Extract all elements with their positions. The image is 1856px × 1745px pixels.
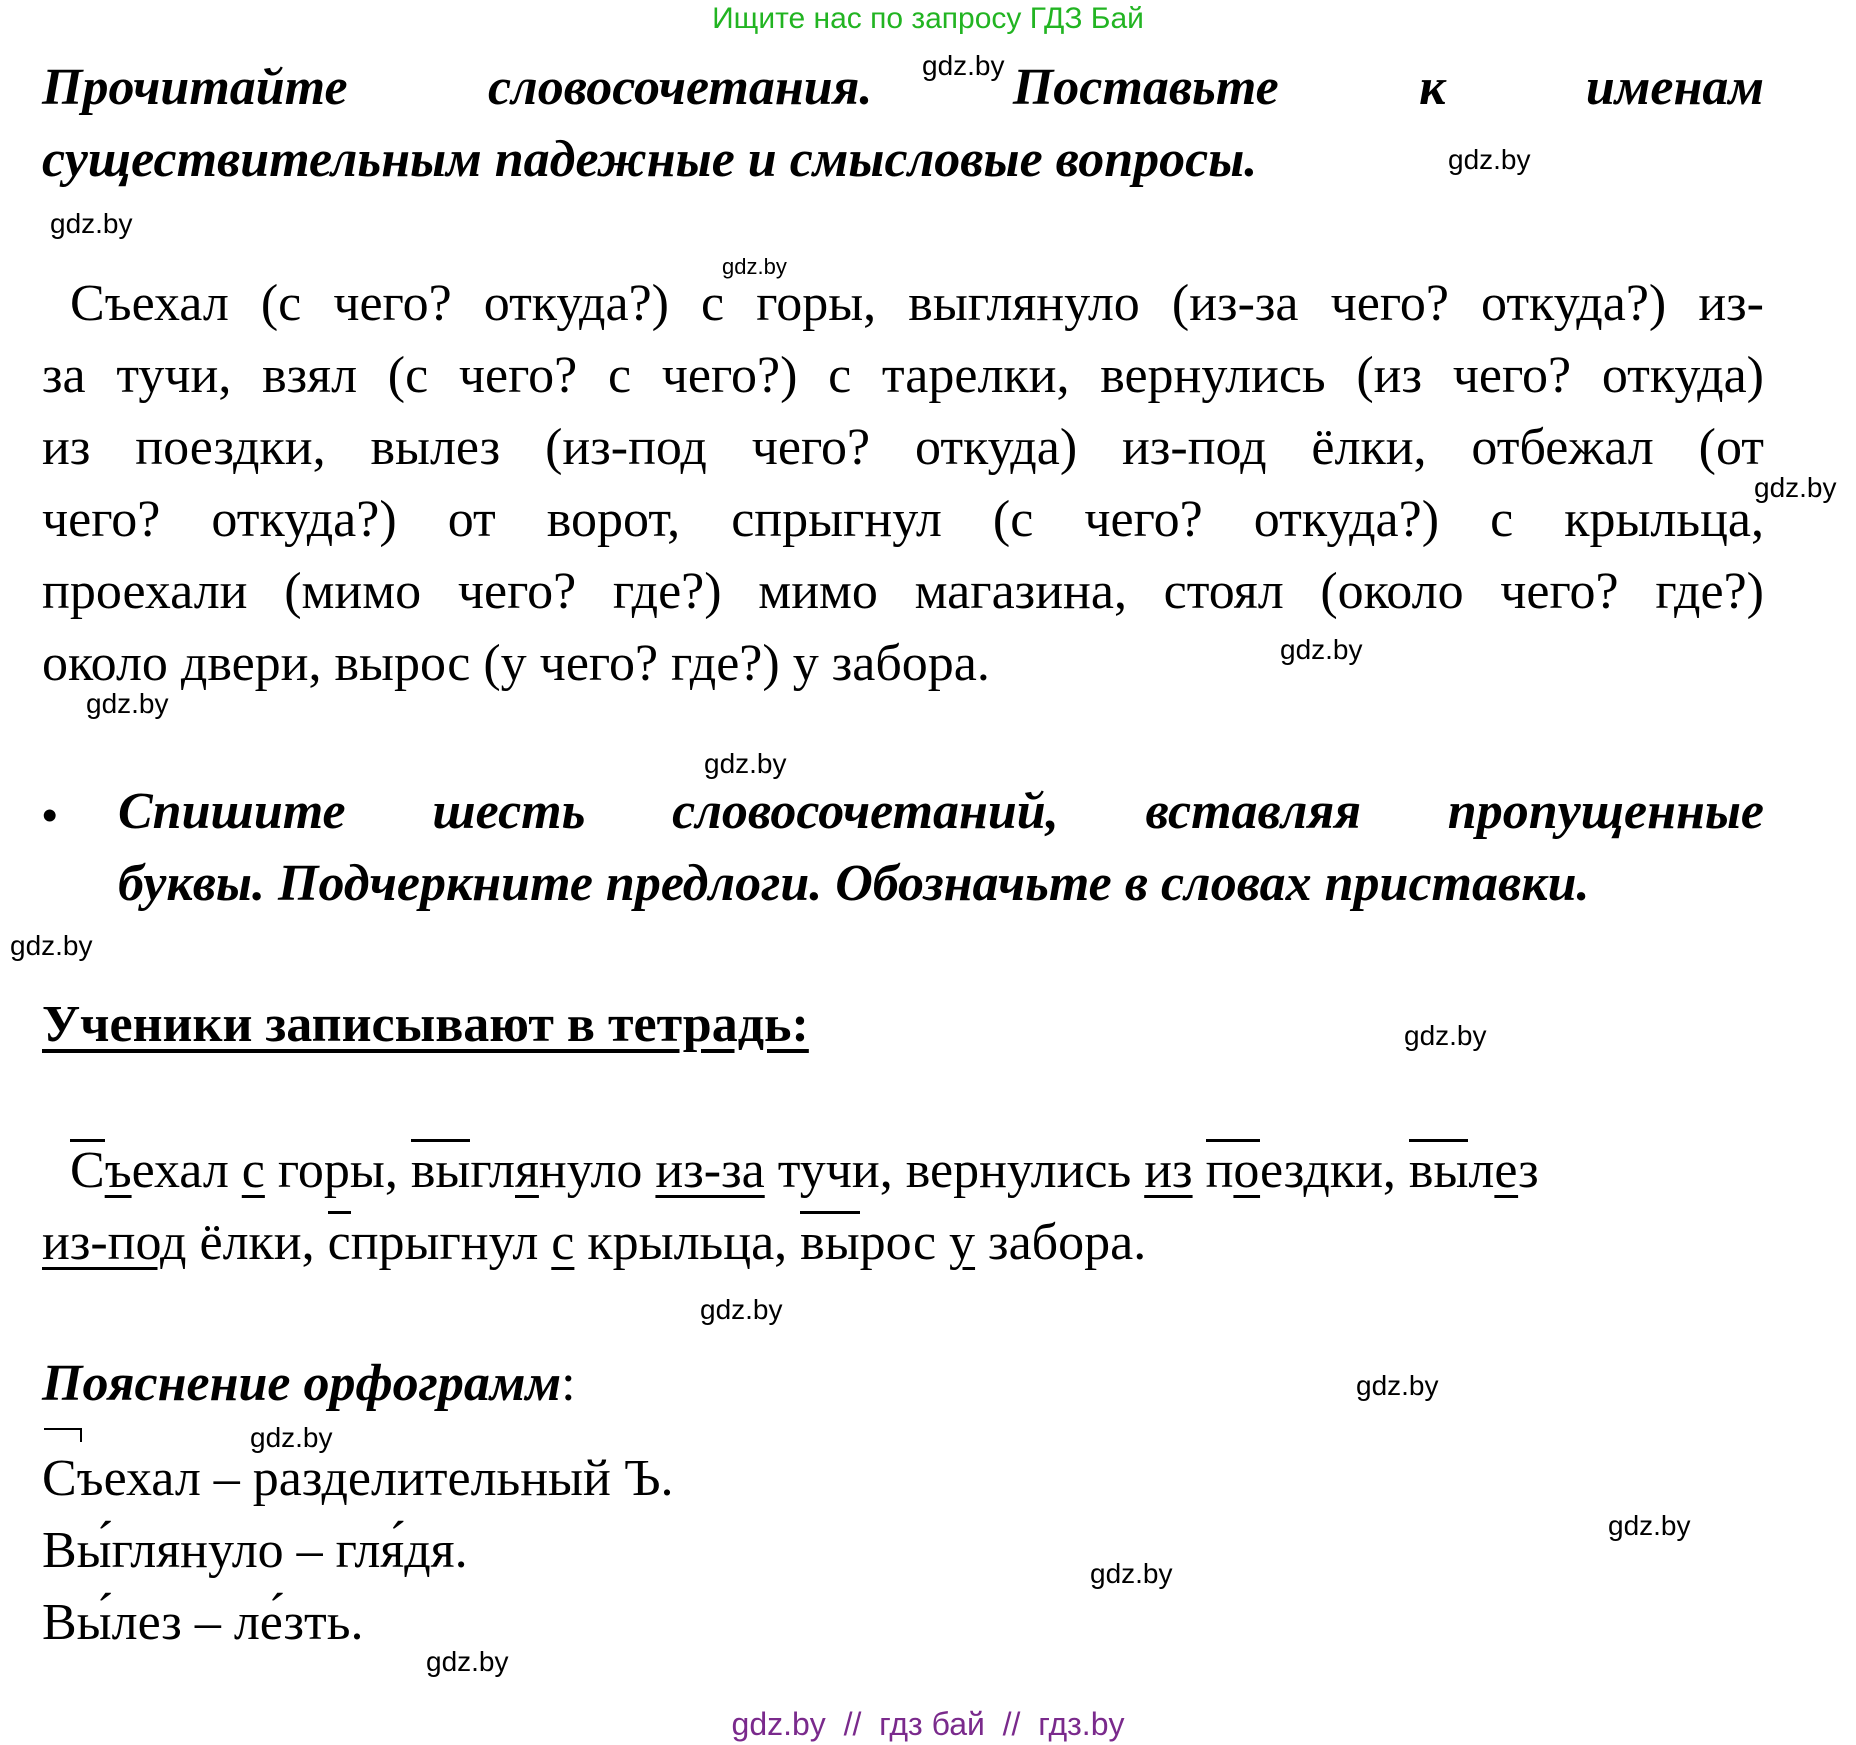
text-fragment: нуло bbox=[538, 1142, 656, 1199]
answer-1-line: за тучи, взял (с чего? с чего?) с тарелки, вернулись (из чего? откуда) bbox=[42, 347, 1764, 404]
text-fragment: ездки, bbox=[1260, 1142, 1409, 1199]
notebook-heading: Ученики записывают в тетрадь: bbox=[42, 996, 809, 1053]
text-fragment: прыгнул bbox=[350, 1214, 552, 1271]
underlined-fragment: у bbox=[949, 1214, 976, 1271]
task-1-word: словосочетания. bbox=[487, 59, 873, 116]
watermark: gdz.by bbox=[1448, 144, 1531, 175]
text-fragment: ёлки, bbox=[186, 1214, 328, 1271]
prefix-fragment: вы bbox=[411, 1139, 471, 1199]
answer-1-line: чего? откуда?) от ворот, спрыгнул (с чего? откуда?) с крыльца, bbox=[42, 491, 1764, 548]
task-1-line-2: существительным падежные и смысловые вопросы. bbox=[42, 131, 1258, 188]
underlined-fragment: с bbox=[241, 1142, 265, 1199]
answer-1-line: из поездки, вылез (из-под чего? откуда) из-под ёлки, отбежал (от bbox=[42, 419, 1764, 476]
search-hint-banner: Ищите нас по запросу ГДЗ Бай bbox=[712, 2, 1144, 35]
watermark: gdz.by bbox=[700, 1294, 783, 1325]
task-1-line-1 bbox=[42, 52, 1764, 124]
task-2-line-1: Спишите шесть словосочетаний, вставляя пропущенные bbox=[118, 783, 1764, 840]
task-2-line-2: буквы. Подчеркните предлоги. Обозначьте в словах приставки. bbox=[118, 855, 1590, 912]
explanation-line: Вы́лез – ле́зть. bbox=[42, 1594, 364, 1651]
explanation-title bbox=[42, 1355, 576, 1412]
task-2-instruction bbox=[118, 776, 1764, 920]
task-1-word: Поставьте bbox=[1012, 59, 1279, 116]
answer-1-paragraph bbox=[42, 268, 1764, 700]
watermark: gdz.by bbox=[1404, 1020, 1487, 1051]
text-fragment: крыльца, bbox=[574, 1214, 801, 1271]
watermark: gdz.by bbox=[1280, 634, 1363, 665]
explanation-line: Съехал – разделительный Ъ. bbox=[42, 1450, 674, 1507]
watermark: gdz.by bbox=[426, 1646, 509, 1677]
text-fragment: горы, bbox=[264, 1142, 411, 1199]
text-fragment: гл bbox=[470, 1142, 515, 1199]
watermark: gdz.by bbox=[10, 930, 93, 961]
watermark: gdz.by bbox=[1356, 1370, 1439, 1401]
prefix-mark bbox=[44, 1428, 82, 1442]
explanation-title-colon: : bbox=[561, 1355, 576, 1412]
answer-1-line: проехали (мимо чего? где?) мимо магазина, стоял (около чего? где?) bbox=[42, 563, 1764, 620]
task-1-word: именам bbox=[1585, 59, 1764, 116]
text-fragment: ехал bbox=[131, 1142, 242, 1199]
watermark: gdz.by bbox=[1608, 1510, 1691, 1541]
answer-1-line: около двери, вырос (у чего? где?) у забора. bbox=[42, 635, 990, 692]
prefix-fragment: п bbox=[1206, 1139, 1234, 1199]
underlined-fragment: из-за bbox=[655, 1142, 765, 1199]
watermark: gdz.by bbox=[722, 254, 787, 279]
explanation-line: Вы́глянуло – гля́дя. bbox=[42, 1522, 468, 1579]
text-fragment: забора. bbox=[975, 1214, 1147, 1271]
underlined-fragment: е bbox=[1494, 1142, 1519, 1199]
watermark: gdz.by bbox=[50, 208, 133, 239]
task-1-word: Прочитайте bbox=[42, 59, 348, 116]
watermark: gdz.by bbox=[1754, 472, 1837, 503]
text-fragment: рос bbox=[859, 1214, 950, 1271]
prefix-fragment: с bbox=[328, 1211, 351, 1271]
prefix-fragment: вы bbox=[1409, 1139, 1469, 1199]
answer-1-line: Съехал (с чего? откуда?) с горы, выглянуло (из-за чего? откуда?) из- bbox=[70, 275, 1764, 332]
text-fragment: л bbox=[1468, 1142, 1495, 1199]
task-1-word: к bbox=[1419, 59, 1446, 116]
notebook-line-1 bbox=[70, 1142, 1764, 1199]
underlined-fragment: из-под bbox=[42, 1214, 187, 1271]
text-fragment bbox=[1193, 1142, 1206, 1199]
notebook-line-2 bbox=[42, 1214, 1147, 1271]
prefix-fragment: С bbox=[70, 1139, 105, 1199]
underlined-fragment: ъ bbox=[104, 1142, 132, 1199]
watermark: gdz.by bbox=[704, 748, 787, 779]
text-fragment: тучи, вернулись bbox=[764, 1142, 1145, 1199]
watermark: gdz.by bbox=[1090, 1558, 1173, 1589]
watermark: gdz.by bbox=[922, 50, 1005, 81]
explanation-title-text: Пояснение орфограмм bbox=[42, 1355, 562, 1412]
bullet-point: • bbox=[42, 791, 58, 840]
text-fragment: з bbox=[1518, 1142, 1539, 1199]
watermark: gdz.by bbox=[86, 688, 169, 719]
underlined-fragment: из bbox=[1144, 1142, 1193, 1199]
watermark: gdz.by bbox=[250, 1422, 333, 1453]
prefix-fragment: вы bbox=[800, 1211, 860, 1271]
underlined-fragment: о bbox=[1233, 1139, 1260, 1199]
underlined-fragment: с bbox=[551, 1214, 575, 1271]
underlined-fragment: я bbox=[515, 1142, 539, 1199]
footer-links: gdz.by // гдз бай // гдз.by bbox=[731, 1706, 1125, 1742]
